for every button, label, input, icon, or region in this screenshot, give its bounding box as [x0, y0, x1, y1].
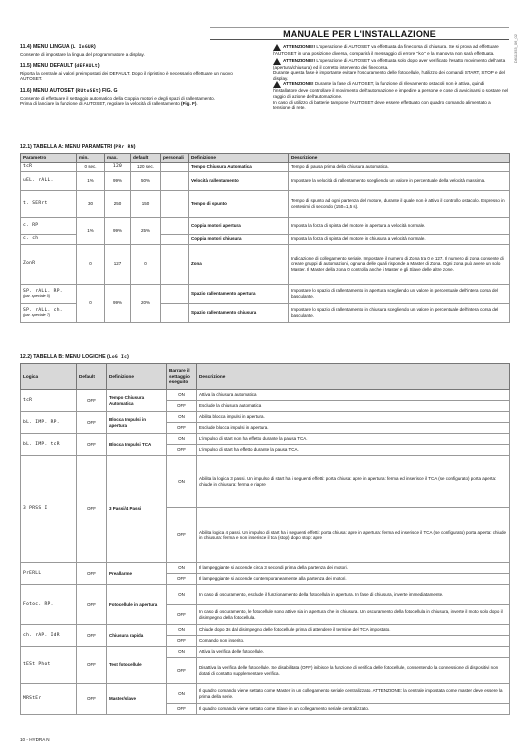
column-header: Parametro [21, 154, 77, 163]
setting-checkbox[interactable]: OFF [167, 574, 197, 585]
warning-icon [273, 81, 281, 88]
setting-checkbox[interactable]: OFF [167, 401, 197, 412]
table-row: SP. rALL. ch. (par. speciale 7) Spazio rallentamento chiusura Impostare lo spazio di rallentamento in chiusura scegliendo un valore in percentuale dell'intera corsa del basculante. [21, 303, 510, 322]
table-row: OFF Il lampeggiante si accende contemporaneamente alla partenza dei motori. [21, 574, 510, 585]
setting-checkbox[interactable]: ON [167, 647, 197, 658]
column-header: Definizione [107, 364, 167, 390]
setting-checkbox[interactable]: OFF [167, 605, 197, 625]
setting-checkbox[interactable]: OFF [167, 508, 197, 563]
table-row: PrERLL OFF Preallarme ON Il lampeggiante si accende circa 3 secondi prima della partenza dei motori. [21, 563, 510, 574]
table-row: tcR 0 sec. 120 120 sec. Tempo Chiusura Automatica Tempo di pausa prima della chiusura automatica. [21, 162, 510, 171]
setting-checkbox[interactable]: ON [167, 563, 197, 574]
section-menu-lingua: 11.4) MENU LINGUA (L InGUR) Consente di impostare la lingua del programmatore a display. [20, 44, 145, 57]
table-row: OFF Comando non inserito. [21, 636, 510, 647]
setting-checkbox[interactable]: ON [167, 625, 197, 636]
table-a-caption: 12.1) TABELLA A: MENU PARAMETRI (PRr RN) [20, 144, 136, 150]
table-row: OFF L'impulso di start ha effetto durante la pausa TCA. [21, 445, 510, 456]
section-menu-default: 11.5) MENU DEFAULT (dEFAULt) Riporta la centrale ai valori preimpostati dei DEFAULT. Dopo il ripristino è necessario effettuare un nuovo AUTOSET. [20, 63, 233, 82]
warning-autoset-2: ATTENZIONE!! L'operazione di AUTOSET va effettuata solo dopo aver verificato l'esatto movimento dell'anta (apertura/chiusura) ed il corretto intervento dei finecorsa. [273, 57, 506, 70]
table-row: Fotoc. RP. OFF Fotocellule in apertura ON In caso di oscuramento, esclude il funzionamento della fotocellula in apertura. In fase di chiusura, inverte immediatamente. [21, 585, 510, 605]
page-header [210, 27, 509, 40]
table-row: SP. rALL. RP. (par. speciale 0) 0 99% 20% Spazio rallentamento apertura Impostare lo spazio di rallentamento in apertura scegliendo un valore in percentuale dell'intera corsa del basculante. [21, 284, 510, 303]
left-column [20, 44, 245, 113]
table-row: MRStEr OFF Master/slave ON Il quadro comando viene settato come Master in un collegamento seriale centralizzato. ATTENZIONE: la centrale impostata come master deve essere la prima della serie. [21, 684, 510, 704]
column-header: Definizione [189, 154, 289, 163]
column-header: Default [77, 364, 107, 390]
setting-checkbox[interactable]: OFF [167, 445, 197, 456]
table-row: OFF Esclude la chiusura automatica [21, 401, 510, 412]
column-header: min. [77, 154, 105, 163]
warning-icon [273, 58, 281, 65]
setting-checkbox[interactable]: ON [167, 412, 197, 423]
section-menu-autoset: 11.6) MENU AUTOSET (RUtoSEt) FIG. G Consente di effettuare il settaggio automatico della Coppia motori e degli spazi di rallentamento. Prima di lanciare la funzione di AUTOSET, regolare la velocità di rallentamento (Fig. F). [20, 87, 216, 107]
table-row: OFF Esclude blocca impulsi in apertura. [21, 423, 510, 434]
column-header: personali [161, 154, 189, 163]
column-header: max. [105, 154, 131, 163]
document-code: D811353_06_02 [513, 34, 518, 64]
table-row: ZonR 0 127 0 Zona Indicazione di collegamento seriale. Impostare il numero di Zona tra 0 e 127. Il numero di zona consente di creare gruppi di automazioni, ognuna delle quali risponde a Master di Zona. Ogni zona può avere un solo Master. Il Master della zona 0 controlla anche i Master e gli Slave delle altre zone. [21, 244, 510, 284]
warning-icon [273, 44, 281, 51]
setting-checkbox[interactable]: OFF [167, 704, 197, 715]
table-row: OFF Il quadro comando viene settato come Slave in un collegamento seriale centralizzato. [21, 704, 510, 715]
battery-note: In caso di utilizzo di batterie tampone l'AUTOSET deve essere effettuato con quadro comando alimentato a tensione di rete. [273, 99, 491, 111]
table-row: t. SERrt 30 250 150 Tempo di spunto Tempo di spunto ad ogni partenza del motore, durante il quale non è attivo il controllo ostacolo. Espresso in centesimi di secondo (150=1,5 s). [21, 190, 510, 217]
warning-autoset-1: ATTENZIONE!! L'operazione di AUTOSET va effettuata da finecorsa di chiusura. Se si prova ad effettuare l'AUTOSET in una posizione diversa, comparirà il messaggio di errore "ko" e la manovra non sarà effettuata. [273, 44, 499, 57]
table-row: bL. IMP. tcR OFF Blocca Impulsi TCA ON L'impulso di start non ha effetto durante la pausa TCA. [21, 434, 510, 445]
table-header-row [21, 364, 510, 390]
table-row: 3 PRSS I OFF 3 Passi/4 Passi ON Abilita la logica 3 passi. Un impulso di start ha i seguenti effetti: porta chiusa: apre in apertura: ferma ed inserisce il TCA (se configurato) porta aperta: chiude in chiusura: ferma e riapre [21, 456, 510, 508]
table-row: uEL. rALL. 1% 99% 50% Velocità rallentamento Impostare la velocità di rallentamento scegliendo un valore in percentuale della velocità massima. [21, 171, 510, 190]
table-row: OFF Disattiva la verifica delle fotocellule. Se disabilitata (OFF) inibisce la funzione di verifica delle fotocellule, consentendo la connessione di dispositivi non dotati di contatto supplementare verifica. [21, 658, 510, 684]
page-title: MANUALE PER L'INSTALLAZIONE [283, 29, 436, 39]
autoset-note: Durante questa fase è importante evitare l'oscuramento delle fotocellule, l'utilizzo dei comandi START, STOP e del display. [273, 70, 505, 81]
setting-checkbox[interactable]: OFF [167, 423, 197, 434]
page-footer: 10 - HYDRA N [20, 737, 50, 742]
table-row: c. RP 1% 99% 25% Coppia motori apertura Imposta la forza di spinta del motore in apertura a velocità normale. [21, 217, 510, 234]
column-header: default [131, 154, 161, 163]
warning-autoset-3: ATTENZIONE! Durante la fase di AUTOSET, la funzione di rilevamento ostacoli non è attiva, quindi l'installatore deve controllare il movimento dell'automazione e impedire a persone e cose di avvicinarsi o sostare nel raggio di azione dell'automazione. [273, 81, 509, 99]
setting-checkbox[interactable]: ON [167, 684, 197, 704]
setting-checkbox[interactable]: ON [167, 390, 197, 401]
table-header-row [21, 154, 510, 163]
table-b-caption: 12.2) TABELLA B: MENU LOGICHE (LoG Ic) [20, 354, 129, 360]
right-column [273, 44, 509, 111]
setting-checkbox[interactable]: OFF [167, 636, 197, 647]
table-row: OFF Abilita logica 4 passi. Un impulso di start ha i seguenti effetti: porta chiusa: apre in apertura: ferma ed inserisce il TCA (se configurato) porta aperta: chiude in chiusura: ferma e non inserisce il tca (stop) dopo stop: apre [21, 508, 510, 563]
column-header: Descrizione [289, 154, 510, 163]
setting-checkbox[interactable]: ON [167, 434, 197, 445]
setting-checkbox[interactable]: OFF [167, 658, 197, 684]
logic-table [20, 363, 510, 715]
setting-checkbox[interactable]: ON [167, 585, 197, 605]
table-row: OFF In caso di oscuramento, le fotocellule sono attive sia in apertura che in chiusura. Un oscuramento della fotocellula in chiusura, inverte il moto solo dopo il disimpegno della fotocellula. [21, 605, 510, 625]
column-header: Logica [21, 364, 77, 390]
table-row: tESt Phot OFF Test fotocellule ON Attiva la verifica delle fotocellule. [21, 647, 510, 658]
setting-checkbox[interactable]: ON [167, 456, 197, 508]
table-row: tcR OFF Tempo Chiusura Automatica ON Attiva la chiusura automatica [21, 390, 510, 401]
table-row: bL. IMP. RP. OFF Blocca Impulsi in apertura ON Abilita blocca impulsi in apertura. [21, 412, 510, 423]
column-header: Barrare il settaggio eseguito [167, 364, 197, 390]
column-header: Descrizione [197, 364, 510, 390]
table-row: ch. rAP. IdR OFF Chiusura rapida ON Chiude dopo 3s dal disimpegno delle fotocellule prima di attendere il termine del TCA impostato. [21, 625, 510, 636]
table-row: c. ch Coppia motori chiusura Imposta la forza di spinta del motore in chiusura a velocità normale. [21, 234, 510, 244]
parameters-table [20, 153, 510, 323]
